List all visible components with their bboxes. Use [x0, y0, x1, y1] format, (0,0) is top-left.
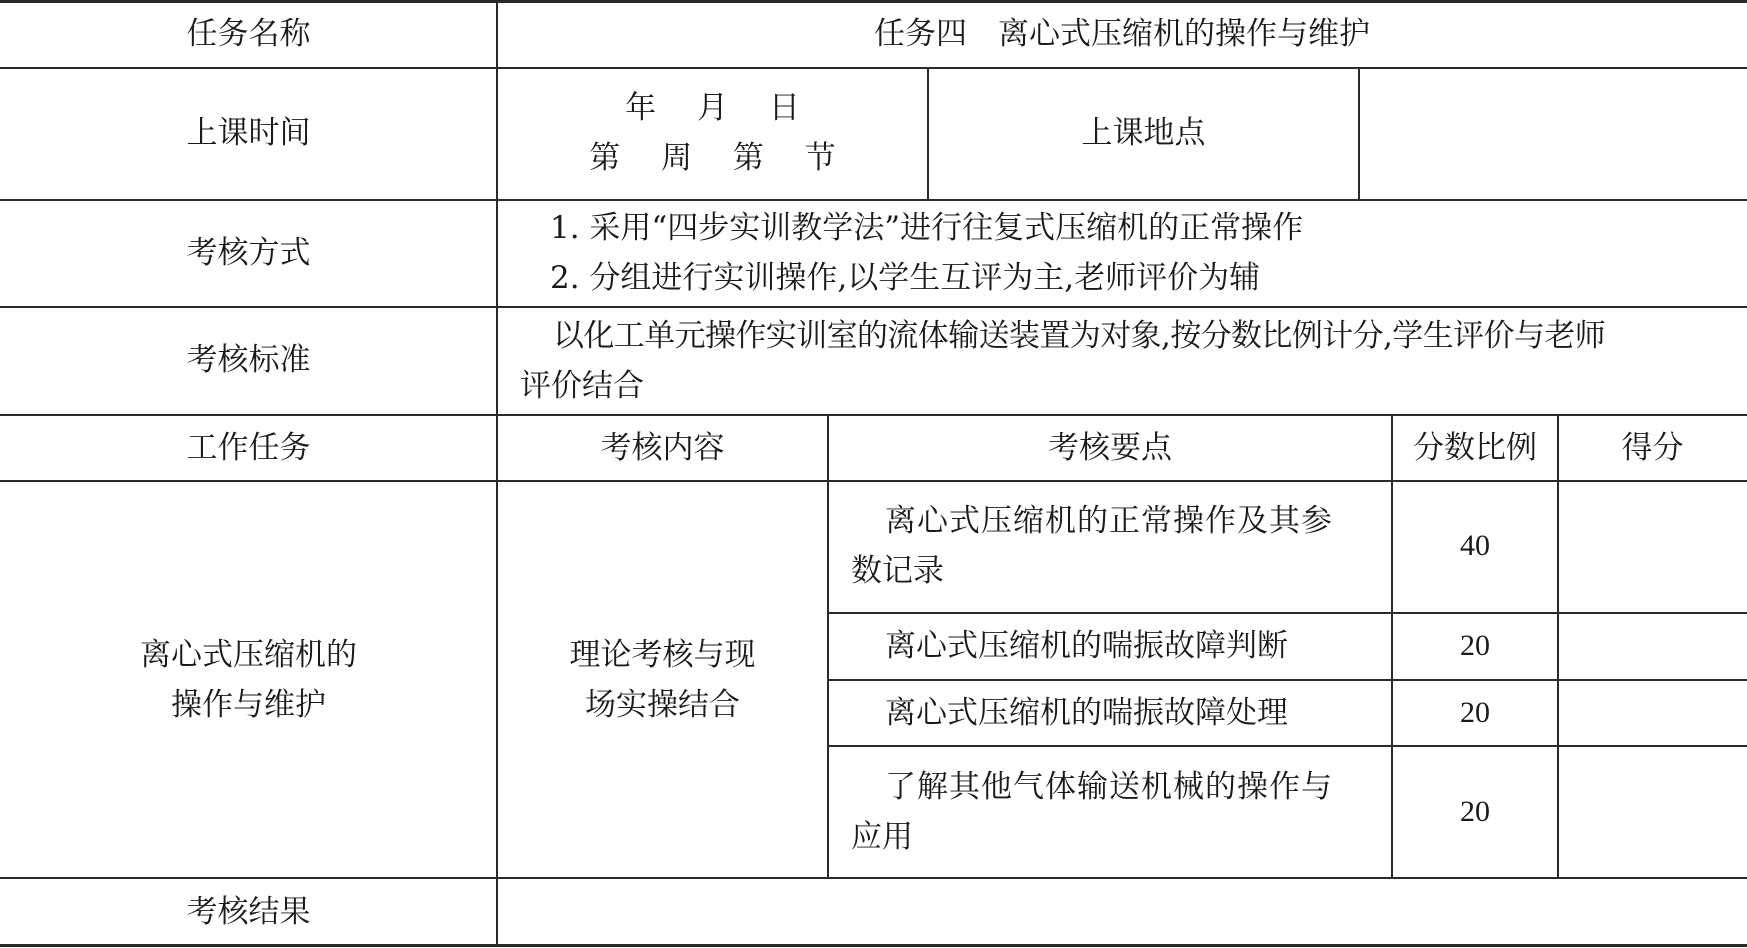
content-line-1: 理论考核与现 — [569, 637, 756, 673]
header-key-points: 考核要点 — [1048, 430, 1172, 466]
rule-row5 — [0, 480, 1747, 482]
rule-row3 — [0, 306, 1747, 308]
work-task-line-2: 操作与维护 — [171, 687, 326, 723]
rule-row6 — [0, 877, 1747, 879]
key-point-4-line-1: 了解其他气体输送机械的操作与 — [885, 769, 1333, 805]
key-point-4-line-2: 应用 — [851, 819, 913, 855]
key-point-2-line-1: 离心式压缩机的喘振故障判断 — [885, 628, 1288, 664]
class-week-line: 第 周 第 节 — [589, 140, 836, 176]
rule-top — [0, 0, 1747, 3]
standard-label: 考核标准 — [186, 342, 311, 378]
rule-row1 — [0, 67, 1747, 69]
key-point-3-line-1: 离心式压缩机的喘振故障处理 — [885, 695, 1288, 731]
header-work-task: 工作任务 — [186, 430, 311, 466]
method-item-2: 2. 分组进行实训操作,以学生互评为主,老师评价为辅 — [550, 260, 1261, 296]
header-content: 考核内容 — [600, 430, 725, 466]
standard-line-1: 以化工单元操作实训室的流体输送装置为对象,按分数比例计分,学生评价与老师 — [553, 318, 1606, 354]
method-item-1: 1. 采用“四步实训教学法”进行往复式压缩机的正常操作 — [550, 210, 1304, 246]
score-ratio-4: 20 — [1460, 795, 1490, 828]
score-ratio-1: 40 — [1460, 529, 1490, 562]
score-ratio-3: 20 — [1460, 696, 1490, 729]
method-label: 考核方式 — [186, 235, 311, 271]
work-task-line-1: 离心式压缩机的 — [140, 637, 357, 673]
score-ratio-2: 20 — [1460, 629, 1490, 662]
rule-sub2 — [828, 679, 1747, 681]
rule-row4 — [0, 414, 1747, 416]
content-line-2: 场实操结合 — [585, 687, 740, 723]
rule-bottom — [0, 944, 1747, 947]
class-date-line: 年 月 日 — [625, 90, 800, 126]
key-point-1-line-1: 离心式压缩机的正常操作及其参 — [885, 503, 1333, 539]
class-location-label: 上课地点 — [1081, 115, 1206, 151]
key-point-1-line-2: 数记录 — [851, 553, 944, 589]
standard-line-2: 评价结合 — [520, 368, 644, 404]
header-score: 得分 — [1621, 430, 1684, 466]
rule-row2 — [0, 199, 1747, 201]
task-name-label: 任务名称 — [186, 16, 311, 52]
result-label: 考核结果 — [186, 894, 311, 930]
header-score-ratio: 分数比例 — [1413, 430, 1537, 466]
rule-sub1 — [828, 612, 1747, 614]
class-time-label: 上课时间 — [186, 115, 311, 151]
rule-sub3 — [828, 745, 1747, 747]
task-name-value: 任务四 离心式压缩机的操作与维护 — [874, 16, 1370, 52]
